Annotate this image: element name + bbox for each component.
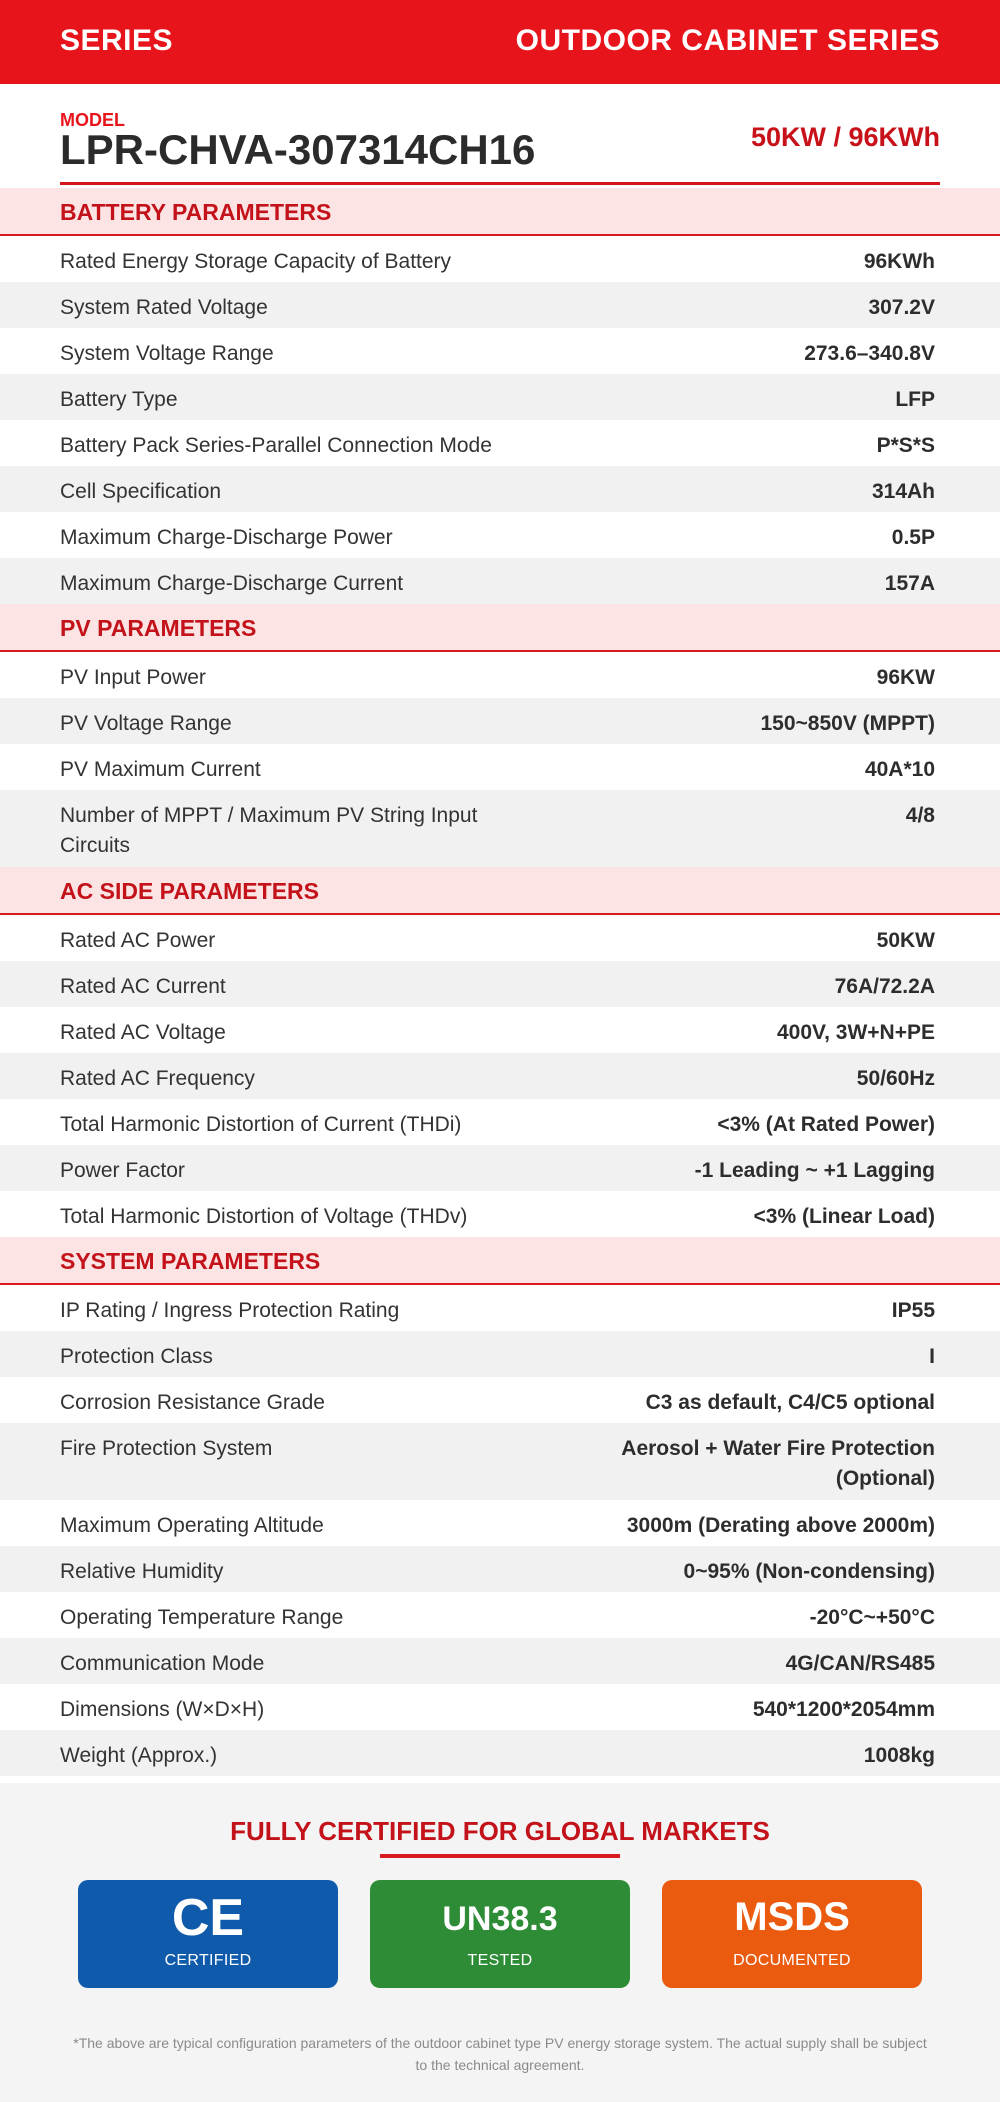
spec-label: Maximum Operating Altitude — [60, 1514, 324, 1537]
spec-value: IP55 — [891, 1299, 935, 1322]
spec-label: IP Rating / Ingress Protection Rating — [60, 1299, 400, 1322]
spec-row — [0, 1377, 1000, 1423]
spec-value: 273.6–340.8V — [804, 342, 935, 365]
spec-value: C3 as default, C4/C5 optional — [645, 1391, 935, 1414]
spec-value: 150~850V (MPPT) — [760, 712, 935, 735]
spec-label: PV Maximum Current — [60, 758, 261, 781]
series-name: OUTDOOR CABINET SERIES — [515, 24, 940, 57]
spec-label: Protection Class — [60, 1345, 213, 1368]
spec-table — [0, 188, 1000, 1776]
spec-value: I — [929, 1345, 935, 1368]
spec-label: Maximum Charge-Discharge Current — [60, 572, 404, 595]
model-divider — [60, 182, 940, 185]
un383-badge — [370, 1880, 630, 1988]
spec-row — [0, 915, 1000, 961]
spec-label: Battery Type — [60, 388, 178, 411]
spec-label: Total Harmonic Distortion of Voltage (THDv) — [60, 1205, 468, 1228]
spec-row — [0, 652, 1000, 698]
badge-caption: DOCUMENTED — [733, 1952, 851, 1969]
spec-value: 4G/CAN/RS485 — [785, 1652, 935, 1675]
spec-row — [0, 1423, 1000, 1500]
spec-row — [0, 558, 1000, 604]
section-header-battery — [0, 188, 1000, 236]
badge-name: UN38.3 — [442, 1900, 558, 1938]
ce-badge — [78, 1880, 338, 1988]
series-title: SERIES — [60, 24, 174, 57]
spec-row — [0, 1331, 1000, 1377]
spec-value: P*S*S — [876, 434, 935, 457]
spec-label: Rated AC Frequency — [60, 1067, 255, 1090]
section-title: BATTERY PARAMETERS — [60, 199, 332, 225]
spec-row — [0, 1053, 1000, 1099]
spec-value: -20°C~+50°C — [809, 1606, 935, 1629]
spec-label: Total Harmonic Distortion of Current (THDi) — [60, 1113, 462, 1136]
spec-label: Power Factor — [60, 1159, 185, 1182]
spec-label: System Voltage Range — [60, 342, 274, 365]
spec-label: Weight (Approx.) — [60, 1744, 218, 1767]
spec-value: 307.2V — [868, 296, 935, 319]
spec-label: Fire Protection System — [60, 1437, 273, 1460]
spec-value: 50/60Hz — [856, 1067, 935, 1090]
spec-row — [0, 282, 1000, 328]
spec-row — [0, 512, 1000, 558]
spec-row — [0, 1684, 1000, 1730]
certification-title: FULLY CERTIFIED FOR GLOBAL MARKETS — [230, 1816, 770, 1846]
section-header-pv — [0, 604, 1000, 652]
spec-row — [0, 1191, 1000, 1237]
spec-value: 40A*10 — [864, 758, 935, 781]
spec-label: Operating Temperature Range — [60, 1606, 344, 1629]
spec-row — [0, 1285, 1000, 1331]
spec-label: Rated Energy Storage Capacity of Battery — [60, 250, 452, 273]
badge-caption: TESTED — [467, 1952, 533, 1969]
spec-value: LFP — [895, 388, 935, 411]
spec-label: Number of MPPT / Maximum PV String Input Circuits — [60, 804, 478, 857]
spec-label: Corrosion Resistance Grade — [60, 1391, 325, 1414]
spec-label: Rated AC Voltage — [60, 1021, 226, 1044]
spec-row — [0, 466, 1000, 512]
spec-value: 96KW — [876, 666, 935, 689]
spec-label: Relative Humidity — [60, 1560, 224, 1583]
spec-value: 3000m (Derating above 2000m) — [626, 1514, 935, 1537]
spec-row — [0, 420, 1000, 466]
spec-label: System Rated Voltage — [60, 296, 268, 319]
section-title: PV PARAMETERS — [60, 615, 257, 641]
spec-label: Rated AC Power — [60, 929, 216, 952]
spec-row — [0, 698, 1000, 744]
spec-label: PV Input Power — [60, 666, 206, 689]
spec-row — [0, 1500, 1000, 1546]
spec-row — [0, 1638, 1000, 1684]
spec-value: 96KWh — [863, 250, 935, 273]
spec-row — [0, 1099, 1000, 1145]
certification-section — [0, 1783, 1000, 2102]
spec-row — [0, 961, 1000, 1007]
spec-label: Communication Mode — [60, 1652, 265, 1675]
spec-row — [0, 744, 1000, 790]
spec-row — [0, 790, 1000, 867]
spec-value: 1008kg — [863, 1744, 935, 1767]
spec-label: Battery Pack Series-Parallel Connection Mode — [60, 434, 492, 457]
spec-row — [0, 1007, 1000, 1053]
spec-value: 0~95% (Non-condensing) — [683, 1560, 935, 1583]
spec-value: 4/8 — [905, 804, 935, 827]
spec-value: <3% (Linear Load) — [753, 1205, 935, 1228]
spec-label: Rated AC Current — [60, 975, 226, 998]
spec-row — [0, 1145, 1000, 1191]
spec-value: 540*1200*2054mm — [752, 1698, 935, 1721]
spec-value: 50KW — [876, 929, 935, 952]
spec-label: Dimensions (W×D×H) — [60, 1698, 265, 1721]
spec-value: Aerosol + Water Fire Protection (Optional) — [621, 1437, 935, 1490]
spec-row — [0, 236, 1000, 282]
footnote: *The above are typical configuration parameters of the outdoor cabinet type PV energy storage system. The actual supply shall be subject to the technical agreement. — [73, 2035, 927, 2073]
section-header-system — [0, 1237, 1000, 1285]
spec-label: Cell Specification — [60, 480, 222, 503]
spec-label: PV Voltage Range — [60, 712, 232, 735]
spec-value: <3% (At Rated Power) — [717, 1113, 935, 1136]
spec-label: Maximum Charge-Discharge Power — [60, 526, 393, 549]
badge-name: MSDS — [734, 1895, 850, 1939]
section-title: AC SIDE PARAMETERS — [60, 878, 319, 904]
certification-underline — [380, 1854, 620, 1858]
spec-row — [0, 374, 1000, 420]
spec-row — [0, 328, 1000, 374]
spec-value: -1 Leading ~ +1 Lagging — [694, 1159, 935, 1182]
spec-value: 76A/72.2A — [834, 975, 935, 998]
section-header-ac — [0, 867, 1000, 915]
spec-row — [0, 1730, 1000, 1776]
model-power-rating: 50KW / 96KWh — [750, 122, 940, 152]
spec-row — [0, 1546, 1000, 1592]
spec-value: 400V, 3W+N+PE — [777, 1021, 935, 1044]
header-bar — [0, 0, 1000, 84]
section-title: SYSTEM PARAMETERS — [60, 1248, 321, 1274]
spec-value: 314Ah — [871, 480, 935, 503]
model-label: MODEL — [60, 110, 125, 130]
spec-value: 0.5P — [891, 526, 935, 549]
badge-caption: CERTIFIED — [164, 1952, 252, 1969]
spec-value: 157A — [884, 572, 935, 595]
spec-row — [0, 1592, 1000, 1638]
model-number: LPR-CHVA-307314CH16 — [60, 126, 536, 173]
msds-badge — [662, 1880, 922, 1988]
badge-name: CE — [171, 1889, 245, 1947]
